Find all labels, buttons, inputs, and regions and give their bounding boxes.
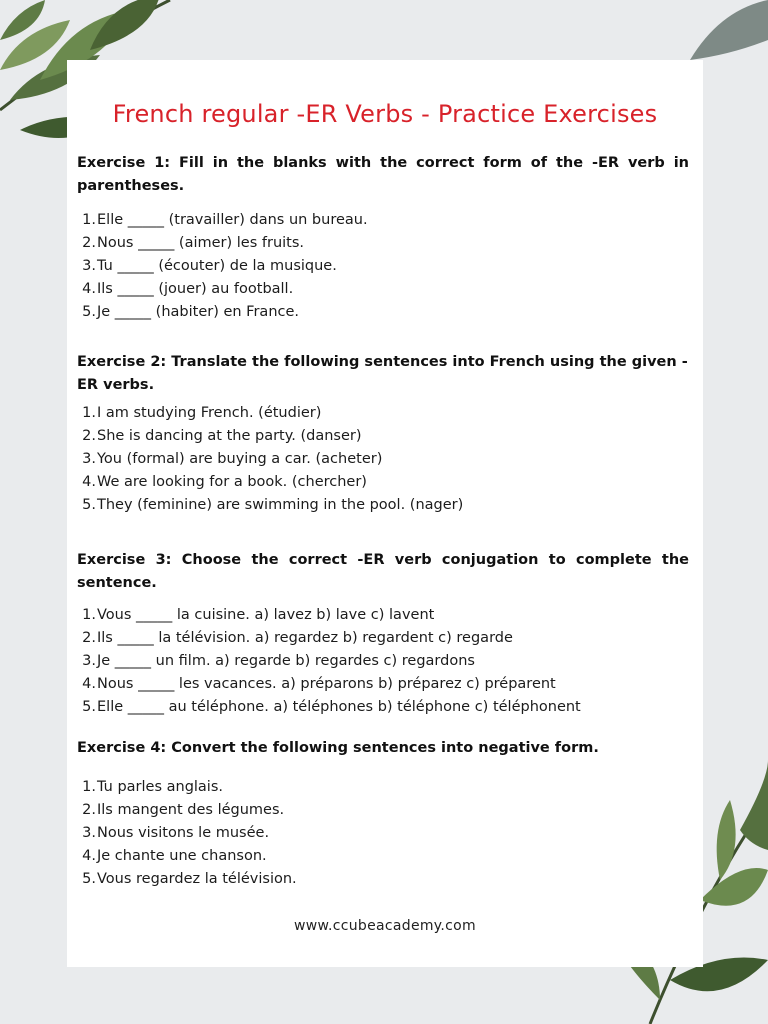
list-item: 3. Tu _____ (écouter) de la musique. xyxy=(82,258,337,274)
list-item: 1. Vous _____ la cuisine. a) lavez b) lave c) lavent xyxy=(82,607,435,623)
list-item: 4. We are looking for a book. (chercher) xyxy=(82,474,367,490)
list-item: 2. Nous _____ (aimer) les fruits. xyxy=(82,235,305,251)
list-item: 5. Je _____ (habiter) en France. xyxy=(82,304,300,320)
list-item: 3. You (formal) are buying a car. (acheter) xyxy=(82,451,383,467)
list-item: 2. Ils _____ la télévision. a) regardez b) regardent c) regarde xyxy=(82,630,513,646)
exercise-3 xyxy=(77,549,689,719)
top-right-leaf-icon xyxy=(690,0,768,60)
list-item: 5. They (feminine) are swimming in the pool. (nager) xyxy=(82,497,464,513)
exercise-2 xyxy=(77,351,689,517)
list-item: 1. I am studying French. (étudier) xyxy=(82,405,322,421)
list-item: 4. Ils _____ (jouer) au football. xyxy=(82,281,294,297)
list-item: 5. Elle _____ au téléphone. a) téléphones b) téléphone c) téléphonent xyxy=(82,699,581,715)
list-item: 3. Je _____ un film. a) regarde b) regardes c) regardons xyxy=(82,653,475,669)
exercise-heading: Exercise 2: Translate the following sentences into French using the given -ER verbs. xyxy=(77,354,688,393)
exercise-list xyxy=(77,402,689,517)
list-item: 5. Vous regardez la télévision. xyxy=(82,871,297,887)
exercise-heading: Exercise 4: Convert the following sentences into negative form. xyxy=(77,740,599,756)
list-item: 1. Elle _____ (travailler) dans un bureau. xyxy=(82,212,368,228)
page-title: French regular -ER Verbs - Practice Exercises xyxy=(112,100,658,128)
list-item: 4. Je chante une chanson. xyxy=(82,848,267,864)
exercise-list xyxy=(77,776,689,891)
list-item: 2. Ils mangent des légumes. xyxy=(82,802,285,818)
worksheet-page xyxy=(67,60,703,967)
list-item: 3. Nous visitons le musée. xyxy=(82,825,270,841)
exercise-heading: Exercise 3: Choose the correct -ER verb conjugation to complete the sentence. xyxy=(77,552,689,591)
list-item: 2. She is dancing at the party. (danser) xyxy=(82,428,362,444)
exercise-list xyxy=(77,604,689,719)
list-item: 1. Tu parles anglais. xyxy=(82,779,224,795)
list-item: 4. Nous _____ les vacances. a) préparons b) préparez c) préparent xyxy=(82,676,556,692)
exercise-1 xyxy=(77,152,689,324)
website-link[interactable]: www.ccubeacademy.com xyxy=(294,918,476,934)
exercise-4 xyxy=(77,737,689,891)
exercise-list xyxy=(77,209,689,324)
exercise-heading: Exercise 1: Fill in the blanks with the correct form of the -ER verb in parentheses. xyxy=(77,155,689,194)
